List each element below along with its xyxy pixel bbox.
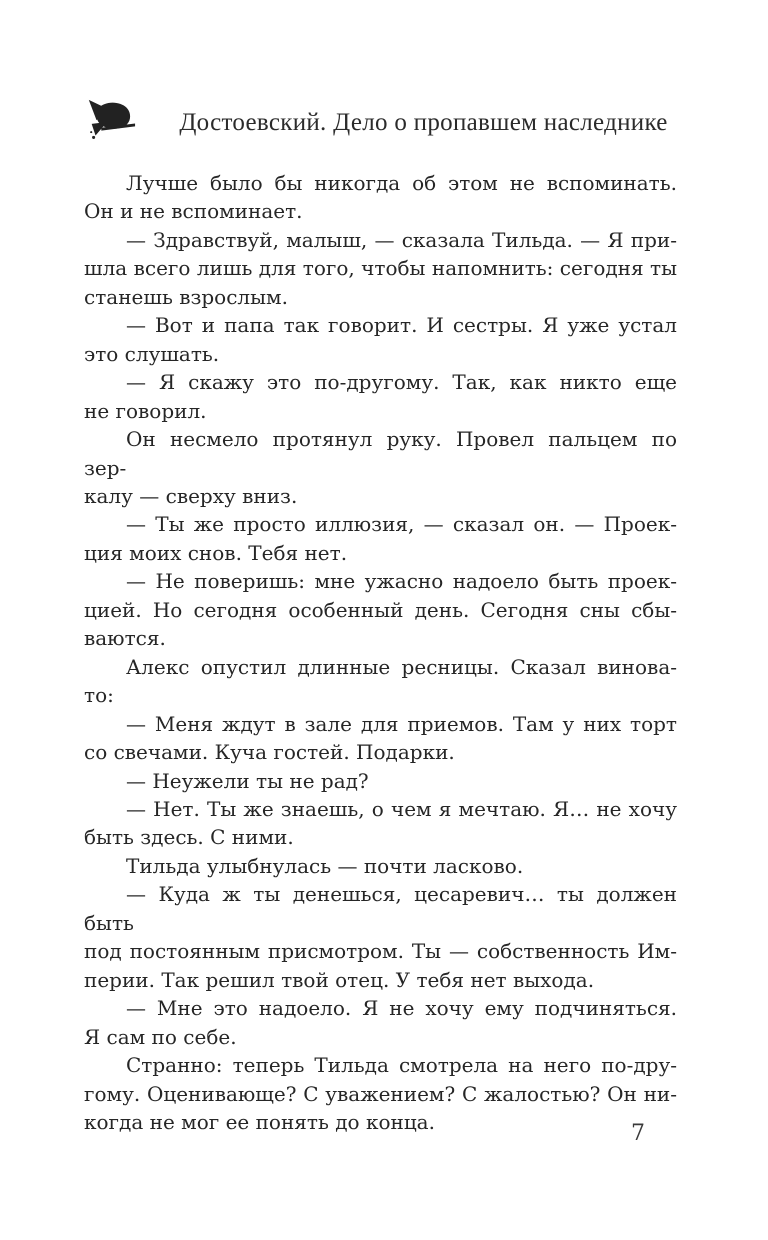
- paragraph: [84, 795, 677, 852]
- paragraph: [84, 169, 677, 226]
- text-line: Странно: теперь Тильда смотрела на него по-дру-: [126, 1053, 677, 1078]
- page-number: 7: [631, 1121, 645, 1146]
- paragraph: [84, 710, 677, 767]
- text-line: — Вот и папа так говорит. И сестры. Я уже устал: [126, 313, 677, 338]
- text-line: Тильда улыбнулась — почти ласково.: [126, 853, 524, 878]
- text-line: калу — сверху вниз.: [84, 483, 298, 508]
- paragraph: [84, 226, 677, 311]
- text-line: — Я скажу это по-другому. Так, как никто еще: [126, 370, 677, 395]
- running-title: Достоевский. Дело о пропавшем наследнике: [179, 109, 668, 136]
- text-line: шла всего лишь для того, чтобы напомнить: сегодня ты: [84, 256, 677, 281]
- text-line: — Мне это надоело. Я не хочу ему подчиняться.: [126, 996, 677, 1021]
- text-line: гому. Оценивающе? С уважением? С жалостью? Он ни-: [84, 1081, 677, 1106]
- text-line: то:: [84, 683, 114, 708]
- text-line: Он несмело протянул руку. Провел пальцем по зер-: [84, 427, 677, 480]
- text-line: — Неужели ты не рад?: [126, 768, 369, 793]
- text-line: перии. Так решил твой отец. У тебя нет выхода.: [84, 967, 595, 992]
- paragraph: [84, 368, 677, 425]
- text-line: — Нет. Ты же знаешь, о чем я мечтаю. Я… не хочу: [126, 796, 677, 821]
- text-line: не говорил.: [84, 398, 207, 423]
- text-line: — Куда ж ты денешься, цесаревич… ты должен быть: [84, 882, 677, 935]
- text-line: Он и не вспоминает.: [84, 199, 303, 224]
- paragraph: [84, 311, 677, 368]
- paragraph: [84, 994, 677, 1051]
- paragraph: [84, 567, 677, 652]
- text-line: Лучше было бы никогда об этом не вспоминать.: [126, 171, 677, 195]
- paragraph: [84, 425, 677, 510]
- text-line: Алекс опустил длинные ресницы. Сказал винова-: [126, 654, 677, 679]
- page-text: [84, 169, 677, 1136]
- text-line: это слушать.: [84, 341, 220, 366]
- text-line: под постоянным присмотром. Ты — собственность Им-: [84, 939, 677, 964]
- text-line: цией. Но сегодня особенный день. Сегодня сны сбы-: [84, 597, 677, 622]
- paragraph: [84, 880, 677, 994]
- text-line: — Ты же просто иллюзия, — сказал он. — Проек-: [126, 512, 677, 537]
- raven-silhouette-icon: [83, 97, 137, 147]
- text-line: — Меня ждут в зале для приемов. Там у них торт: [126, 711, 677, 736]
- text-line: быть здесь. С ними.: [84, 825, 294, 850]
- paragraph: [84, 767, 677, 795]
- running-header: [0, 0, 768, 160]
- paragraph: [84, 510, 677, 567]
- text-line: со свечами. Куча гостей. Подарки.: [84, 740, 455, 765]
- text-line: ваются.: [84, 626, 166, 651]
- text-line: Я сам по себе.: [84, 1024, 237, 1049]
- text-line: — Здравствуй, малыш, — сказала Тильда. — Я при-: [126, 227, 677, 252]
- text-line: когда не мог ее понять до конца.: [84, 1109, 435, 1134]
- text-line: станешь взрослым.: [84, 284, 288, 309]
- text-line: ция моих снов. Тебя нет.: [84, 540, 348, 565]
- paragraph: [84, 653, 677, 710]
- paragraph: [84, 852, 677, 880]
- text-line: — Не поверишь: мне ужасно надоело быть проек-: [126, 569, 677, 594]
